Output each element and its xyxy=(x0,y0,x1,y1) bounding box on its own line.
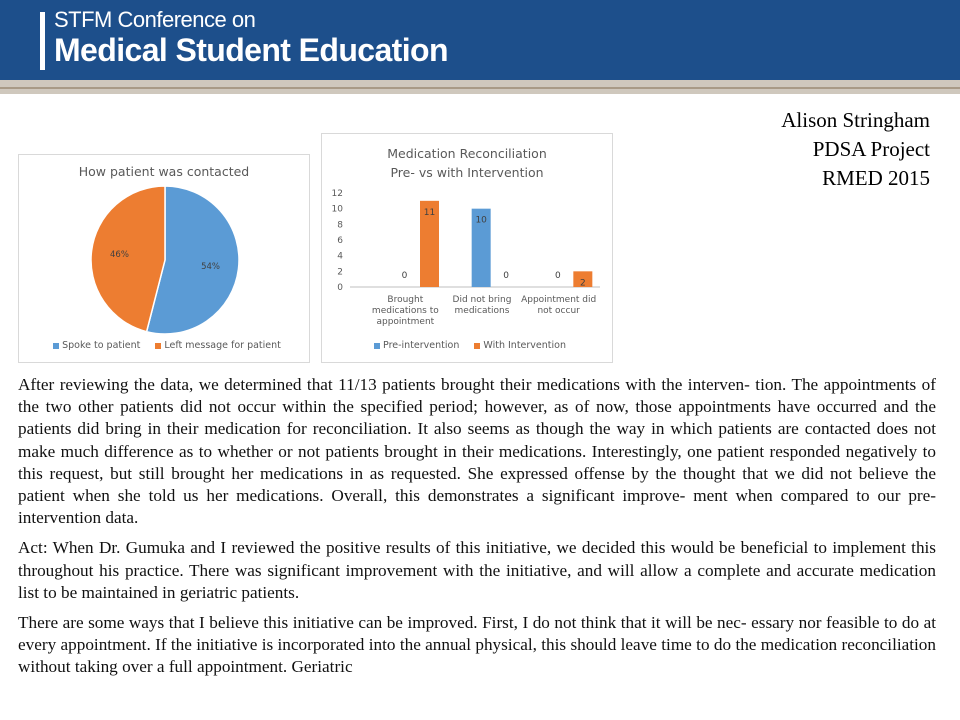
legend-swatch-spoke xyxy=(53,343,59,349)
legend-label-spoke: Spoke to patient xyxy=(62,340,141,351)
pie-legend xyxy=(19,340,309,351)
x-category-label: Did not bring xyxy=(452,295,512,305)
y-tick-label: 8 xyxy=(337,220,343,231)
legend-swatch-pre xyxy=(374,343,380,349)
x-category-label: medications to xyxy=(371,306,439,316)
pie-chart xyxy=(19,155,309,362)
x-category-label: appointment xyxy=(376,317,435,327)
bar-data-label: 2 xyxy=(579,278,586,289)
legend-swatch-with xyxy=(474,343,480,349)
author-name: Alison Stringham xyxy=(781,108,930,132)
y-tick-label: 6 xyxy=(337,236,343,246)
y-tick-label: 4 xyxy=(337,251,343,262)
y-tick-label: 0 xyxy=(337,283,343,293)
bar-data-label: 0 xyxy=(503,271,510,281)
bar-chart xyxy=(322,134,612,362)
bar-legend xyxy=(322,340,612,351)
y-tick-label: 10 xyxy=(331,204,343,215)
bar-data-label: 0 xyxy=(401,271,408,281)
report-text xyxy=(18,374,936,687)
report-paragraph-improvements: There are some ways that I believe this initiative can be improved. First, I do not think that it will be nec- essary nor feasible to do at every appointment. If the initiative is incorporated into the annual physical, this should leave time to do the medication reconciliation without taking over a full appointment. Geriatric xyxy=(18,613,936,677)
event-name: RMED 2015 xyxy=(822,166,930,190)
pie-data-label-1: 54% xyxy=(201,261,220,272)
legend-swatch-left-message xyxy=(155,343,161,349)
pie-data-label-2: 46% xyxy=(110,250,129,261)
conference-header xyxy=(0,0,960,80)
legend-label-with: With Intervention xyxy=(483,340,566,351)
header-accent-bar xyxy=(40,12,45,70)
x-category-label: medications xyxy=(454,306,510,316)
header-divider xyxy=(0,80,960,94)
y-tick-label: 2 xyxy=(337,267,343,278)
report-paragraph-results: After reviewing the data, we determined that 11/13 patients brought their medications with the interven- tion. The appointments of the two other patients did not occur within the specified period; however, as of now, those appointments have occurred and the patients did bring in their medication for reconciliation. It also seems as though the way in which patients are contacted does not make much difference as to whether or not patients brought in their medications. Interestingly, one patient responded negatively to this request, but still brought her medications in as requested. She expressed offense by the thought that we did not believe the patient when she told us her medications. Overall, this demonstrates a significant improve- ment when compared to our pre-intervention data. xyxy=(18,375,936,528)
project-name: PDSA Project xyxy=(812,137,930,161)
pie-chart-panel xyxy=(18,154,310,363)
y-tick-label: 12 xyxy=(331,189,343,199)
conference-title-line1: STFM Conference on xyxy=(54,7,256,32)
pie-chart-title: How patient was contacted xyxy=(78,164,250,179)
x-category-label: not occur xyxy=(537,306,580,316)
bar-chart-title-line2: Pre- vs with Intervention xyxy=(390,165,544,180)
bar-data-label: 10 xyxy=(475,215,487,226)
x-category-label: Appointment did xyxy=(521,295,597,305)
bar-chart-panel xyxy=(321,133,613,363)
x-category-label: Brought xyxy=(387,295,424,305)
legend-label-pre: Pre-intervention xyxy=(383,340,460,351)
conference-title-line2: Medical Student Education xyxy=(54,32,448,68)
author-block xyxy=(781,106,930,193)
legend-label-left-message: Left message for patient xyxy=(164,340,281,351)
bar-data-label: 11 xyxy=(423,207,436,218)
bar-chart-title-line1: Medication Reconciliation xyxy=(387,146,547,161)
report-paragraph-act: Act: When Dr. Gumuka and I reviewed the positive results of this initiative, we decided this would be beneficial to implement this throughout his practice. There was significant improvement with the initiative, and will allow a complete and accurate medication list to be maintained in geriatric patients. xyxy=(18,538,936,602)
bar-data-label: 0 xyxy=(554,271,561,281)
